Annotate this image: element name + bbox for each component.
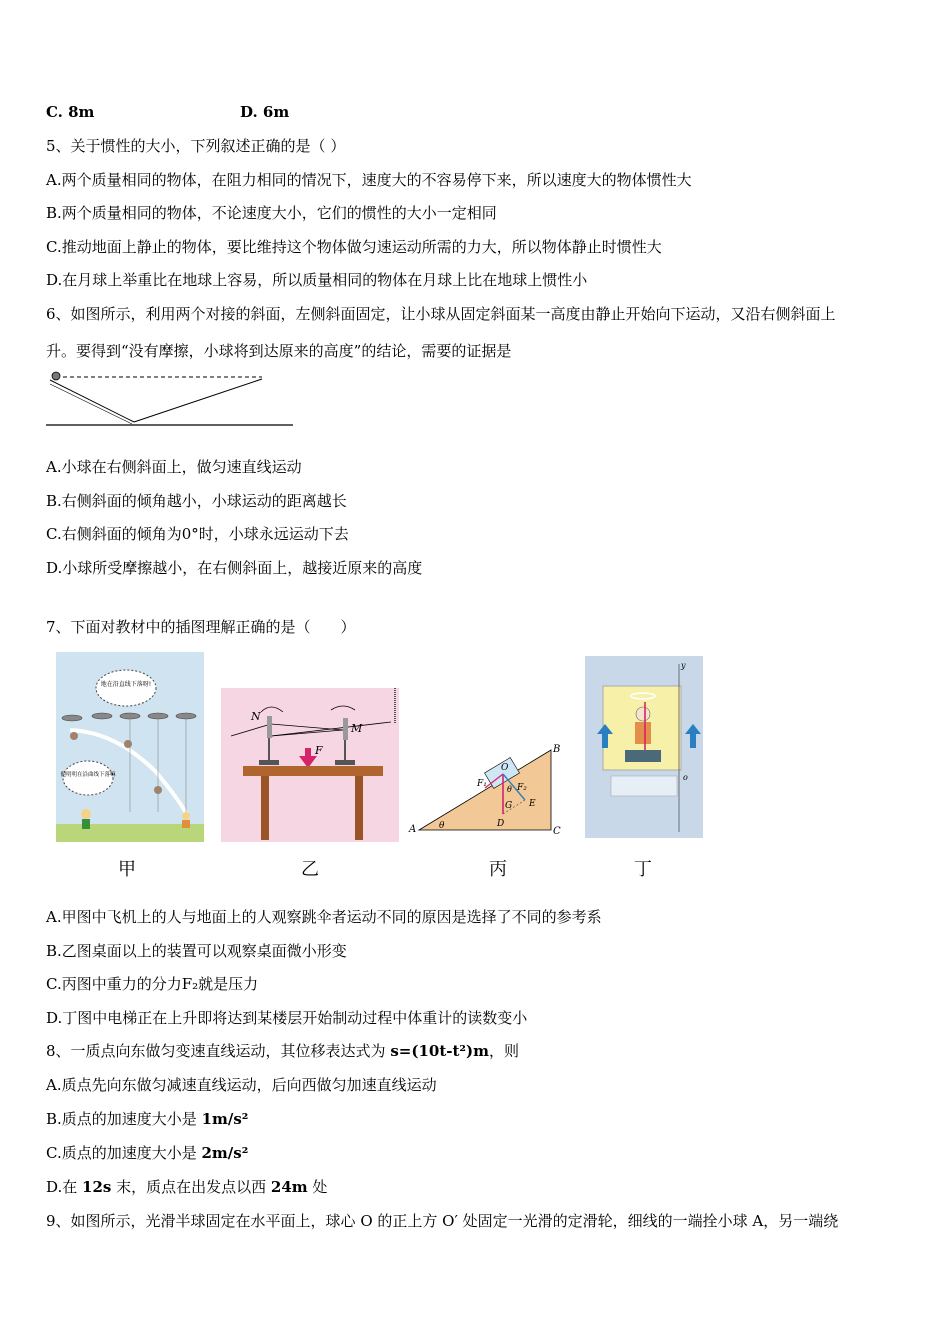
q6-option-c: C.右侧斜面的倾角为0°时，小球永远运动下去	[46, 525, 349, 543]
point-c-label: C	[553, 826, 561, 837]
point-e-label: E	[529, 799, 536, 809]
q5-option-b: B.两个质量相同的物体，不论速度大小，它们的惯性的大小一定相同	[46, 204, 497, 222]
q8-option-b: B.质点的加速度大小是 1m/s²	[46, 1110, 249, 1128]
point-d-label: D	[497, 819, 505, 829]
q7-option-c: C.丙图中重力的分力F₂就是压力	[46, 975, 259, 993]
point-b-label: B	[553, 744, 561, 755]
bubble-top-text: 地在沿直线下落呀!	[100, 681, 152, 688]
q6-stem-line1: 6、如图所示，利用两个对接的斜面，左侧斜面固定，让小球从固定斜面某一高度由静止开始向下运动，又沿右侧斜面上	[46, 305, 836, 323]
mirror-n-label: N	[251, 710, 261, 723]
q8-option-d: D.在 12s 末，质点在出发点以西 24m 处	[46, 1178, 328, 1196]
theta-angle-label: θ	[439, 821, 445, 831]
force-f2-label: F₂	[517, 783, 527, 793]
q8-option-a: A.质点先向东做匀减速直线运动，后向西做匀加速直线运动	[46, 1076, 437, 1094]
figure-label-jia: 甲	[118, 859, 136, 880]
q6-incline-figure	[44, 366, 304, 432]
q7-figure-yi	[221, 688, 399, 842]
q8-option-c: C.质点的加速度大小是 2m/s²	[46, 1144, 249, 1162]
q6-option-a: A.小球在右侧斜面上，做匀速直线运动	[46, 458, 302, 476]
q7-option-a: A.甲图中飞机上的人与地面上的人观察跳伞者运动不同的原因是选择了不同的参考系	[46, 908, 602, 926]
axis-o-label: o	[683, 773, 688, 782]
q6-option-b: B.右侧斜面的倾角越小，小球运动的距离越长	[46, 492, 347, 510]
q7-figure-ding	[585, 656, 703, 838]
point-o-label: O	[501, 763, 509, 773]
q4-option-d: D. 6m	[240, 103, 290, 121]
q4-option-c: C. 8m	[46, 103, 95, 121]
q6-stem-line2: 升。要得到“没有摩擦，小球将到达原来的高度”的结论，需要的证据是	[46, 342, 512, 360]
q7-stem: 7、下面对教材中的插图理解正确的是（ ）	[46, 618, 356, 636]
q5-option-d: D.在月球上举重比在地球上容易，所以质量相同的物体在月球上比在地球上惯性小	[46, 271, 588, 289]
q9-stem: 9、如图所示，光滑半球固定在水平面上，球心 O 的正上方 O′ 处固定一光滑的定滑轮，细线的一端拴小球 A，另一端绕	[46, 1212, 839, 1230]
force-f-label: F	[315, 744, 323, 757]
q5-option-a: A.两个质量相同的物体，在阻力相同的情况下，速度大的不容易停下来，所以速度大的物体惯性大	[46, 171, 692, 189]
figure-label-yi: 乙	[301, 859, 319, 880]
q7-figure-jia	[56, 652, 204, 842]
figure-label-bing: 丙	[489, 859, 507, 880]
q7-figure-bing	[405, 742, 565, 842]
bubble-bottom-text: 他明明在沿曲线下落嘛	[60, 772, 116, 778]
q8-stem: 8、一质点向东做匀变速直线运动，其位移表达式为 s=(10t-t²)m，则	[46, 1042, 519, 1060]
q5-option-c: C.推动地面上静止的物体，要比维持这个物体做匀速运动所需的力大，所以物体静止时惯性大	[46, 238, 662, 256]
q5-stem: 5、关于惯性的大小，下列叙述正确的是（ ）	[46, 137, 346, 155]
mirror-m-label: M	[351, 722, 363, 735]
theta-small-label: θ	[507, 785, 512, 794]
q6-option-d: D.小球所受摩擦越小，在右侧斜面上，越接近原来的高度	[46, 559, 423, 577]
q7-option-d: D.丁图中电梯正在上升即将达到某楼层开始制动过程中体重计的读数变小	[46, 1009, 528, 1027]
axis-y-label: y	[681, 661, 686, 670]
figure-label-ding: 丁	[634, 859, 652, 880]
q7-option-b: B.乙图桌面以上的装置可以观察桌面微小形变	[46, 942, 347, 960]
point-a-label: A	[409, 824, 417, 835]
force-f1-label: F₁	[477, 779, 487, 789]
force-g-label: G	[505, 801, 513, 811]
